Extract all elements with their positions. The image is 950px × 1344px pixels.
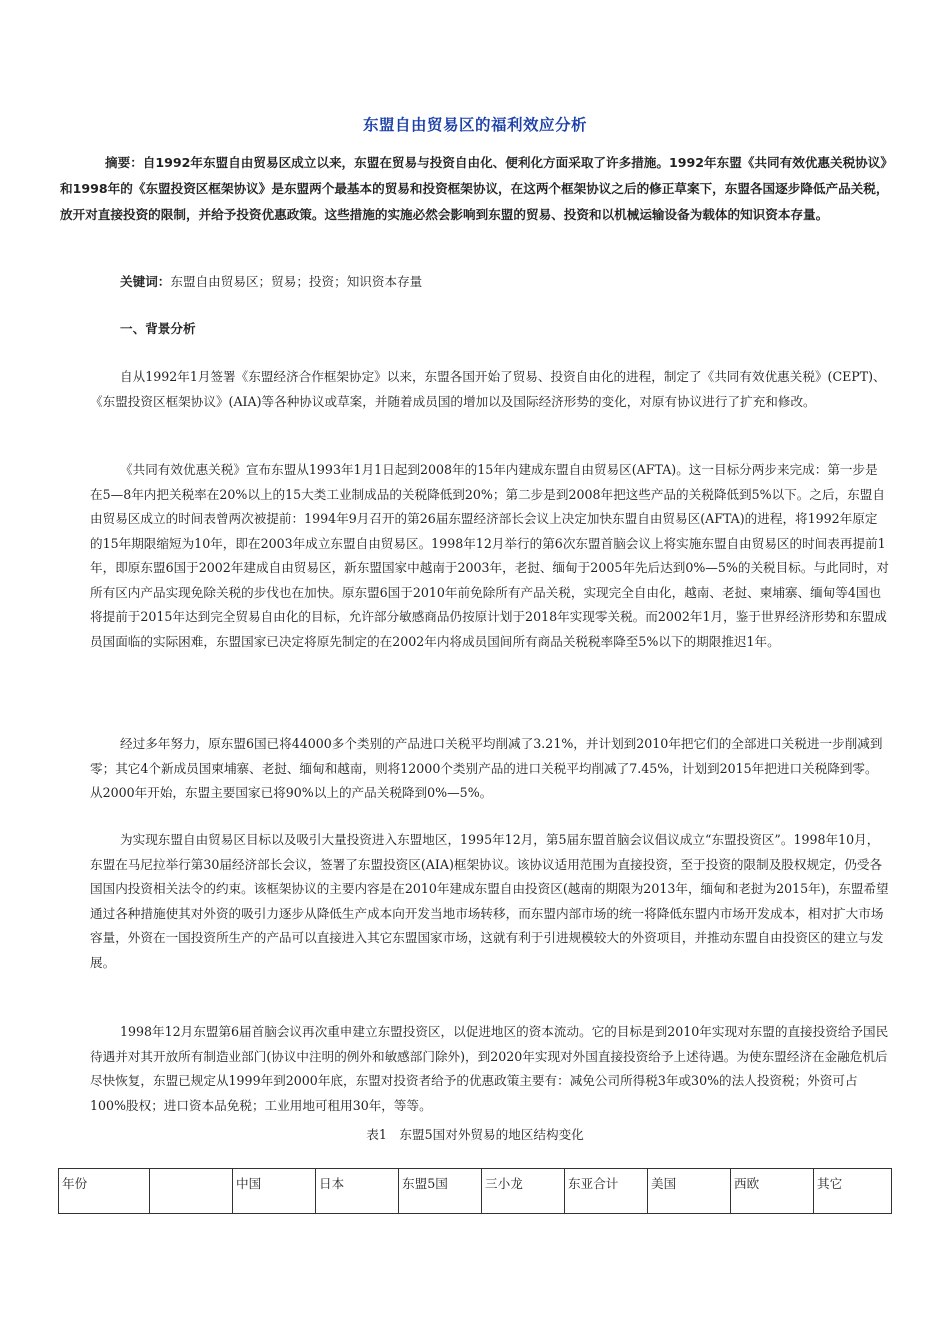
document-title: 东盟自由贸易区的福利效应分析 — [362, 116, 587, 135]
table-header-cell: 其它 — [814, 1169, 892, 1214]
trade-structure-table — [58, 1168, 892, 1214]
paragraph: 为实现东盟自由贸易区目标以及吸引大量投资进入东盟地区，1995年12月，第5届东盟首脑会议倡议成立“东盟投资区”。1998年10月，东盟在马尼拉举行第30届经济部长会议，签署了东盟投资区(AIA)框架协议。该协议适用范围为直接投资，至于投资的限制及股权规定，仍受各国国内投资相关法令的约束。该框架协议的主要内容是在2010年建成东盟自由投资区(越南的期限为2013年，缅甸和老挝为2015年)，东盟希望通过各种措施使其对外资的吸引力逐步从降低生产成本向开发当地市场转移，而东盟内部市场的统一将降低东盟内市场开发成本，相对扩大市场容量，外资在一国投资所生产的产品可以直接进入其它东盟国家市场，这就有利于引进规模较大的外资项目，并推动东盟自由投资区的建立与发展。 — [90, 832, 889, 970]
keywords-label: 关键词： — [120, 274, 171, 289]
keywords-text: 东盟自由贸易区；贸易；投资；知识资本存量 — [170, 274, 423, 289]
table-caption: 表1 东盟5国对外贸易的地区结构变化 — [366, 1127, 584, 1142]
table-header-cell: 年份 — [59, 1169, 150, 1214]
table-header-cell: 东盟5国 — [399, 1169, 482, 1214]
table-header-row — [59, 1169, 892, 1214]
table-header-cell: 中国 — [233, 1169, 316, 1214]
table-header-cell — [150, 1169, 233, 1214]
table-header-cell: 三小龙 — [482, 1169, 565, 1214]
paragraph: 自从1992年1月签署《东盟经济合作框架协定》以来，东盟各国开始了贸易、投资自由化的进程，制定了《共同有效优惠关税》(CEPT)、《东盟投资区框架协议》(AIA)等各种协议或草案，并随着成员国的增加以及国际经济形势的变化，对原有协议进行了扩充和修改。 — [90, 369, 886, 409]
section-heading-background: 一、背景分析 — [120, 321, 196, 336]
paragraph: 1998年12月东盟第6届首脑会议再次重申建立东盟投资区，以促进地区的资本流动。它的目标是到2010年实现对东盟的直接投资给予国民待遇并对其开放所有制造业部门(协议中注明的例外和敏感部门除外)，到2020年实现对外国直接投资给予上述待遇。为使东盟经济在金融危机后尽快恢复，东盟已规定从1999年到2000年底，东盟对投资者给予的优惠政策主要有：减免公司所得税3年或30%的法人投资税；外资可占100%股权；进口资本品免税；工业用地可租用30年，等等。 — [90, 1024, 889, 1113]
abstract: 摘要：自1992年东盟自由贸易区成立以来，东盟在贸易与投资自由化、便利化方面采取了许多措施。1992年东盟《共同有效优惠关税协议》和1998年的《东盟投资区框架协议》是东盟两个最基本的贸易和投资框架协议，在这两个框架协议之后的修正草案下，东盟各国逐步降低产品关税，放开对直接投资的限制，并给予投资优惠政策。这些措施的实施必然会影响到东盟的贸易、投资和以机械运输设备为载体的知识资本存量。 — [60, 155, 889, 222]
table-header-cell: 日本 — [316, 1169, 399, 1214]
table-header-cell: 东亚合计 — [565, 1169, 648, 1214]
table-header-cell: 美国 — [648, 1169, 731, 1214]
paragraph: 《共同有效优惠关税》宣布东盟从1993年1月1日起到2008年的15年内建成东盟自由贸易区(AFTA)。这一目标分两步来完成：第一步是在5—8年内把关税率在20%以上的15大类工业制成品的关税降低到20%；第二步是到2008年把这些产品的关税降低到5%以下。之后，东盟自由贸易区成立的时间表曾两次被提前：1994年9月召开的第26届东盟经济部长会议上决定加快东盟自由贸易区(AFTA)的进程，将1992年原定的15年期限缩短为10年，即在2003年成立东盟自由贸易区。1998年12月举行的第6次东盟首脑会议上将实施东盟自由贸易区的时间表再提前1年，即原东盟6国于2002年建成自由贸易区，新东盟国家中越南于2003年，老挝、缅甸于2005年先后达到0%—5%的关税目标。与此同时，对所有区内产品实现免除关税的步伐也在加快。原东盟6国于2010年前免除所有产品关税，实现完全自由化，越南、老挝、柬埔寨、缅甸等4国也将提前于2015年达到完全贸易自由化的目标，允许部分敏感商品仍按原计划于2018年实现零关税。而2002年1月，鉴于世界经济形势和东盟成员国面临的实际困难，东盟国家已决定将原先制定的在2002年内将成员国间所有商品关税税率降至5%以下的期限推迟1年。 — [90, 462, 889, 649]
keywords — [120, 270, 890, 294]
table-header-cell: 西欧 — [731, 1169, 814, 1214]
paragraph: 经过多年努力，原东盟6国已将44000多个类别的产品进口关税平均削减了3.21%，并计划到2010年把它们的全部进口关税进一步削减到零；其它4个新成员国柬埔寨、老挝、缅甸和越南，则将12000个类别产品的进口关税平均削减了7.45%，计划到2015年把进口关税降到零。从2000年开始，东盟主要国家已将90%以上的产品关税降到0%—5%。 — [90, 736, 883, 800]
